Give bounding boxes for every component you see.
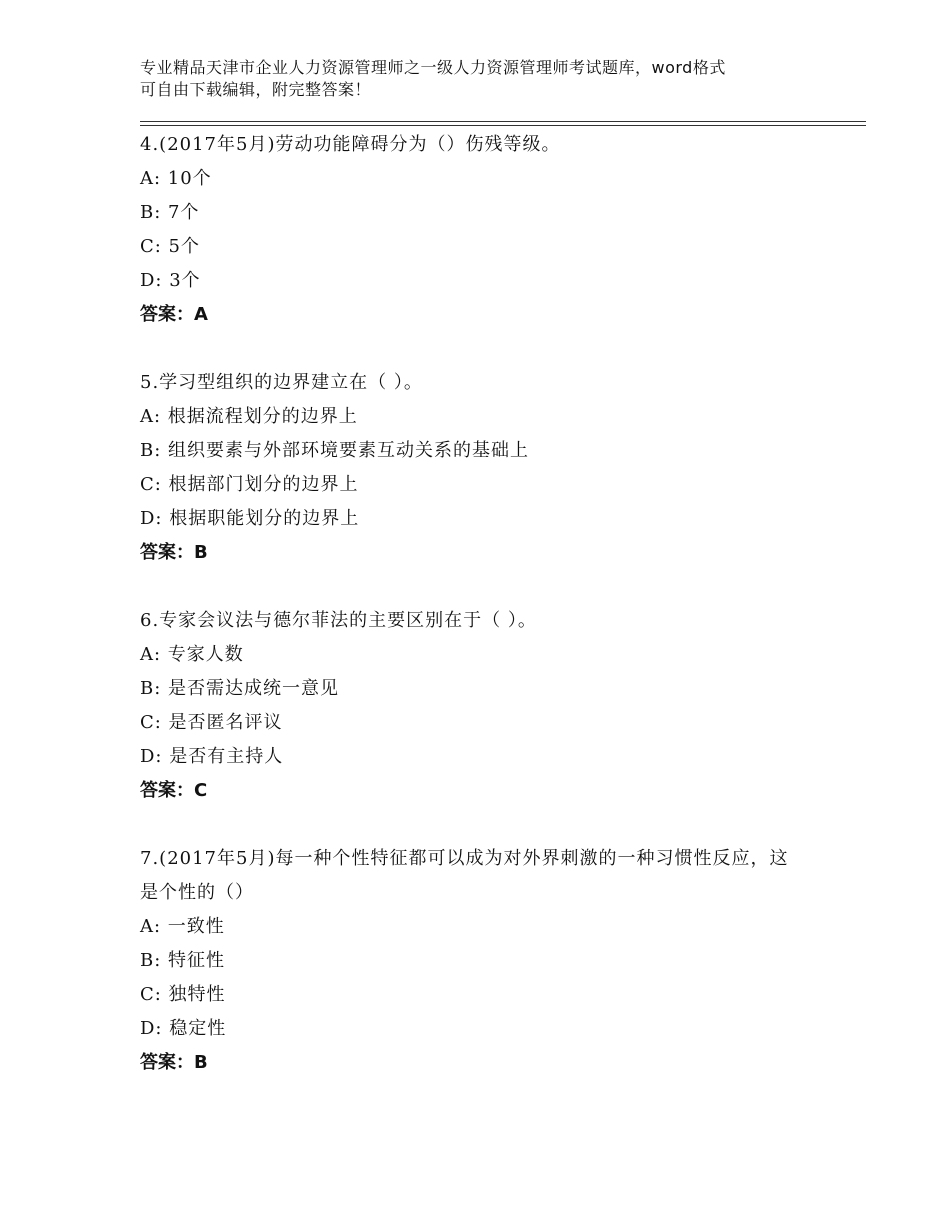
header-line-2: 可自由下载编辑，附完整答案！	[140, 80, 372, 99]
option-a: A: 根据流程划分的边界上	[140, 406, 358, 427]
option-d: D: 稳定性	[140, 1018, 227, 1039]
question-title: 6.专家会议法与德尔菲法的主要区别在于（ ）。	[140, 610, 537, 631]
option-a: A: 10个	[140, 168, 212, 189]
option-d: D: 3个	[140, 270, 201, 291]
question-item	[140, 842, 840, 1080]
question-item	[140, 128, 840, 332]
question-title: 4.(2017年5月)劳动功能障碍分为（）伤残等级。	[140, 134, 561, 155]
answer-line: 答案：C	[140, 780, 208, 801]
answer-line: 答案：A	[140, 304, 208, 325]
question-item	[140, 604, 840, 808]
option-b: B: 7个	[140, 202, 200, 223]
answer-line: 答案：B	[140, 542, 208, 563]
question-title: 7.(2017年5月)每一种个性特征都可以成为对外界刺激的一种习惯性反应，这是个性的（）	[140, 848, 789, 903]
option-a: A: 专家人数	[140, 644, 244, 665]
option-c: C: 独特性	[140, 984, 226, 1005]
header-divider-top	[140, 121, 866, 122]
option-b: B: 组织要素与外部环境要素互动关系的基础上	[140, 440, 530, 461]
option-b: B: 是否需达成统一意见	[140, 678, 340, 699]
option-d: D: 根据职能划分的边界上	[140, 508, 360, 529]
option-c: C: 5个	[140, 236, 201, 257]
header-line-1: 专业精品天津市企业人力资源管理师之一级人力资源管理师考试题库，word格式	[140, 58, 726, 77]
question-list	[140, 128, 840, 1114]
option-a: A: 一致性	[140, 916, 225, 937]
option-d: D: 是否有主持人	[140, 746, 284, 767]
question-title: 5.学习型组织的边界建立在（ ）。	[140, 372, 423, 393]
option-c: C: 根据部门划分的边界上	[140, 474, 359, 495]
option-c: C: 是否匿名评议	[140, 712, 283, 733]
document-header	[140, 57, 820, 101]
answer-line: 答案：B	[140, 1052, 208, 1073]
option-b: B: 特征性	[140, 950, 226, 971]
question-item	[140, 366, 840, 570]
header-divider-bottom	[140, 125, 866, 126]
